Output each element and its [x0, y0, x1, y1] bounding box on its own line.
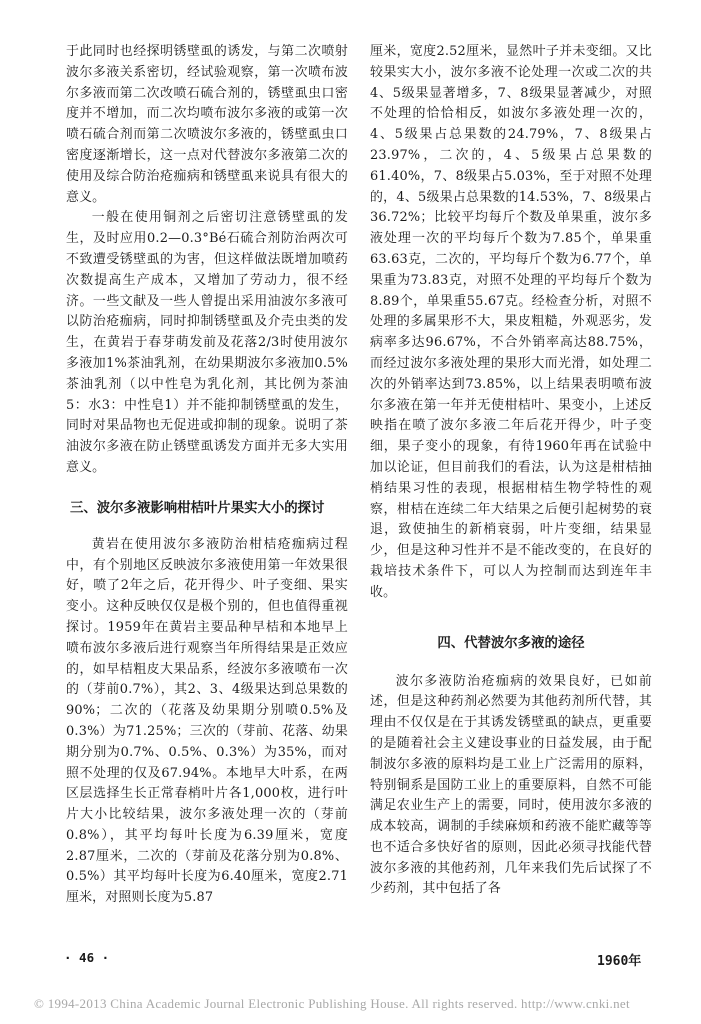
left-column — [66, 42, 348, 909]
paragraph-fruit-size-results: 厘米，宽度2.52厘米，显然叶子并未变细。又比较果实大小，波尔多液不论处理一次或二次的共4、5级果显著增多，7、8级果显著减少，对照不处理的恰恰相反，如波尔多液处理一次的，4、5级果占总果数的24.79%，7、8级果占23.97%，二次的，4、5级果占总果数的61.40%，7、8级果占5.03%，至于对照不处理的，4、5级果占总果数的14.53%，7、8级果占36.72%；比较平均每斤个数及单果重，波尔多液处理一次的平均每斤个数为7.85个，单果重63.63克，二次的，平均每斤个数为6.77个，单果重为73.83克，对照不处理的平均每斤个数为8.89个，单果重55.67克。经检查分析，对照不处理的多属果形不大，果皮粗糙，外观恶劣，发病率多达96.67%，不合外销率高达88.75%，而经过波尔多液处理的果形大而光滑，如处理二次的外销率达到73.85%，以上结果表明喷布波尔多液在第一年并无使柑桔叶、果变小，上述反映指在喷了波尔多液二年后花开得少，叶子变细，果子变小的现象，有待1960年再在试验中加以论证，但目前我们的看法，认为这是柑桔抽梢结果习性的表现，根据柑桔生物学特性的观察，柑桔在连续二年大结果之后便引起树势的衰退，致使抽生的新梢衰弱，叶片变细，结果显少，但是这种习性并不是不能改变的，在良好的栽培技术条件下，可以人为控制而达到连年丰收。 — [370, 44, 652, 600]
issue-year: 1960年 — [597, 954, 642, 969]
copyright-watermark: © 1994-2013 China Academic Journal Electronic Publishing House. All rights reserved. http://www.cnki.net — [34, 996, 630, 1011]
paragraph-rust-mite-induction: 于此同时也经探明锈壁虱的诱发，与第二次喷射波尔多液关系密切，经试验观察，第一次喷布波尔多液而第二次改喷石硫合剂的，锈壁虱虫口密度并不增加，而二次均喷布波尔多液的或第一次喷石硫合剂而第二次喷波尔多液的，锈壁虱虫口密度逐渐增长，这一点对代替波尔多液第二次的使用及综合防治疮痂病和锈壁虱来说具有很大的意义。 — [66, 44, 348, 205]
paragraph-alternatives: 波尔多液防治疮痂病的效果良好，已如前述，但是这种药剂必然要为其他药剂所代替，其理由不仅仅是在于其诱发锈壁虱的缺点，更重要的是随着社会主义建设事业的日益发展，由于配制波尔多液的原料均是工业上广泛需用的原料，特别铜系是国防工业上的重要原料，自然不可能满足农业生产上的需要，同时，使用波尔多液的成本较高，调制的手续麻烦和药液不能贮藏等等也不适合多快好省的原则，因此必须寻找能代替波尔多液的其他药剂，几年来我们先后试探了不少药剂，其中包括了各 — [370, 673, 652, 897]
section-heading-4: 四、代替波尔多液的途径 — [437, 635, 585, 651]
paragraph-oil-bordeaux: 一般在使用铜剂之后密切注意锈壁虱的发生，及时应用0.2—0.3°Bé石硫合剂防治两次可不致遭受锈壁虱的为害，但这样做法既增加喷药次数提高生产成本，又增加了劳动力，很不经济。一些文献及一些人曾提出采用油波尔多液可以防治疮痂病，同时抑制锈壁虱及介壳虫类的发生，在黄岩于春芽萌发前及花落2/3时使用波尔多液加1%茶油乳剂，在幼果期波尔多液加0.5%茶油乳剂（以中性皂为乳化剂，其比例为茶油5：水3：中性皂1）并不能抑制锈壁虱的发生，同时对果品物也无促进或抑制的现象。说明了茶油波尔多液在防止锈壁虱诱发方面并无多大实用意义。 — [66, 210, 348, 475]
section-heading-3: 三、波尔多液影响柑桔叶片果实大小的探讨 — [70, 500, 325, 516]
paragraph-leaf-fruit-size: 黄岩在使用波尔多液防治柑桔疮痂病过程中，有个别地区反映波尔多液使用第一年效果很好，喷了2年之后，花开得少、叶子变细、果实变小。这种反映仅仅是极个别的，但也值得重视探讨。1959年在黄岩主要品种早桔和本地早上喷布波尔多液后进行观察当年所得结果是正效应的，如早桔粗皮大果品系，经波尔多液喷布一次的（芽前0.7%），其2、3、4级果达到总果数的90%；二次的（花落及幼果期分别喷0.5%及0.3%）为71.25%；三次的（芽前、花落、幼果期分别为0.7%、0.5%、0.3%）为35%，而对照不处理的仅及67.94%。本地早大叶系，在两区层选择生长正常春梢叶片各1,000枚，进行叶片大小比较结果，波尔多液处理一次的（芽前0.8%），其平均每叶长度为6.39厘米，宽度2.87厘米，二次的（芽前及花落分别为0.8%、0.5%）其平均每叶长度为6.40厘米，宽度2.71厘米，对照则长度为5.87 — [66, 536, 348, 906]
right-column — [370, 42, 652, 900]
page-number: · 46 · — [64, 950, 110, 965]
